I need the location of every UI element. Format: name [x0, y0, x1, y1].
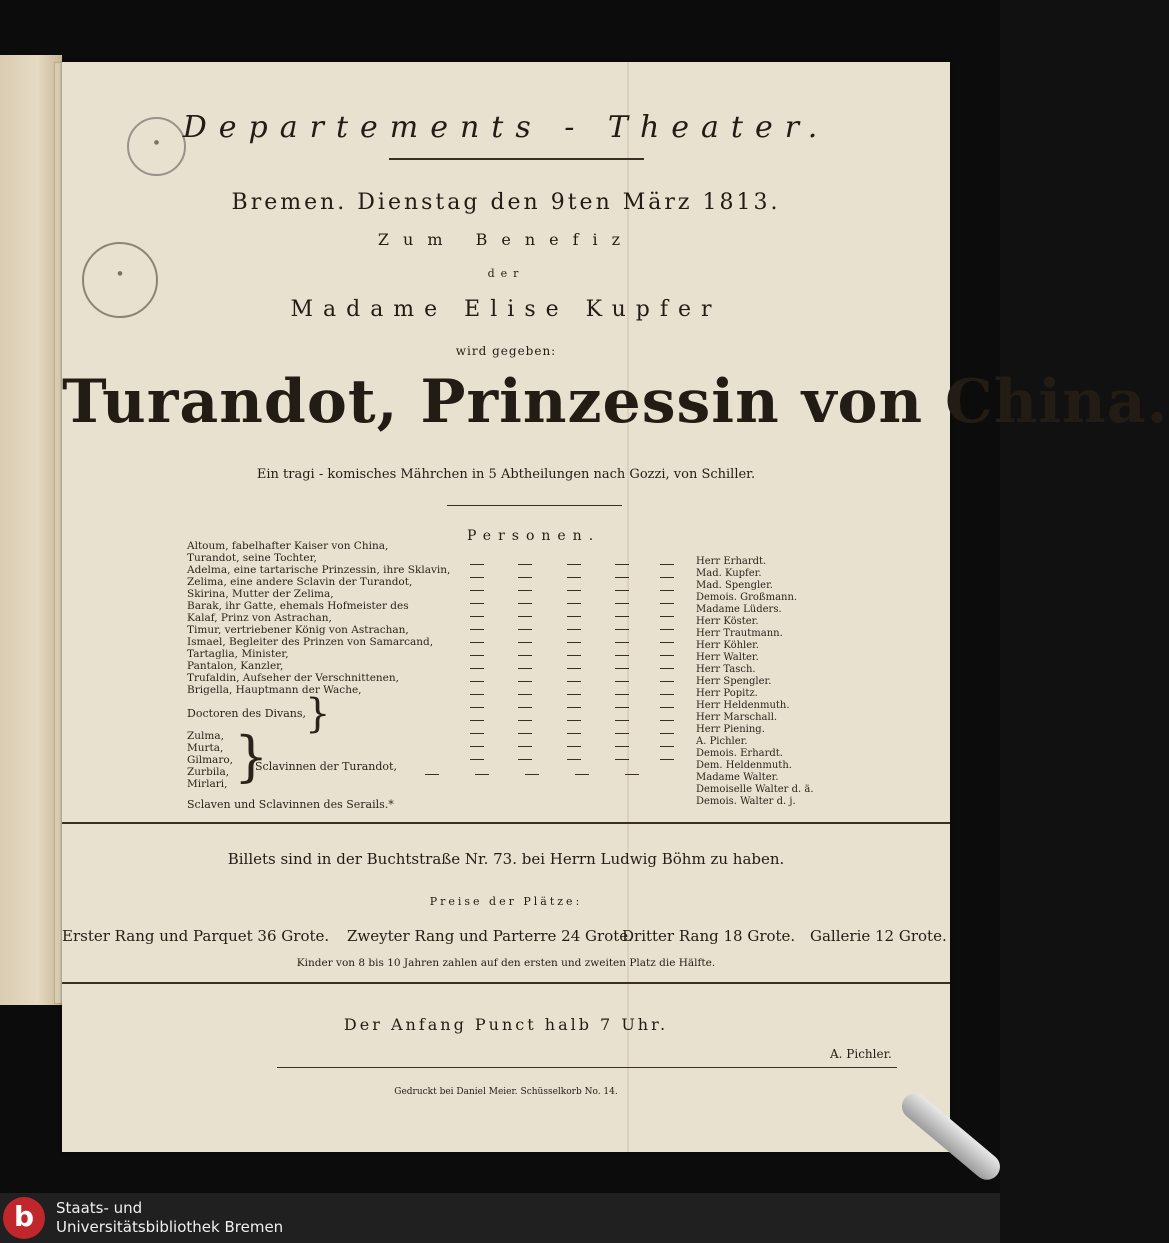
dash-column [470, 552, 484, 760]
role-item: Timur, vertriebener König von Astrachan, [187, 624, 409, 636]
sclavinnen-brace: } [234, 725, 269, 788]
dash-column [518, 552, 532, 760]
sclavin-name: Murta, [187, 742, 224, 754]
dash-column [660, 552, 674, 760]
kinder-line: Kinder von 8 bis 10 Jahren zahlen auf den ersten und zweiten Platz die Hälfte. [296, 957, 716, 969]
role-item: Trufaldin, Aufseher der Verschnittenen, [187, 672, 399, 684]
preise-heading: Preise der Plätze: [429, 895, 583, 908]
actor-item: Madame Lüders. [696, 604, 782, 615]
doctoren-brace: } [305, 691, 331, 737]
dash [475, 774, 489, 775]
date-line: Bremen. Dienstag den 9ten März 1813. [231, 190, 781, 215]
printer-line: Gedruckt bei Daniel Meier. Schüsselkorb No. 14. [394, 1087, 618, 1097]
role-item: Zelima, eine andere Sclavin der Turandot, [187, 576, 413, 588]
actor-item: Dem. Heldenmuth. [696, 760, 792, 771]
actor-item: Herr Heldenmuth. [696, 700, 790, 711]
actor-item: Herr Trautmann. [696, 628, 783, 639]
book-left-page [0, 55, 62, 1005]
dash-column [615, 552, 629, 760]
price-first-rank: Erster Rang und Parquet 36 Grote. [62, 927, 330, 945]
role-item: Brigella, Hauptmann der Wache, [187, 684, 362, 696]
actor-item: Herr Tasch. [696, 664, 756, 675]
actor-item: Demois. Großmann. [696, 592, 798, 603]
sclaven-label: Sclaven und Sclavinnen des Serails.* [187, 798, 394, 811]
section-rule [62, 822, 950, 824]
actor-item: Herr Köster. [696, 616, 759, 627]
actor-item: Mad. Kupfer. [696, 568, 762, 579]
role-item: Kalaf, Prinz von Astrachan, [187, 612, 332, 624]
sclavinnen-label: Sclavinnen der Turandot, [255, 760, 397, 773]
actor-item: Madame Walter. [696, 772, 779, 783]
actor-item: Herr Erhardt. [696, 556, 767, 567]
theater-heading: Departements - Theater. [182, 110, 830, 145]
beneficiary-name: Madame Elise Kupfer [290, 297, 722, 322]
price-third-rank: Dritter Rang 18 Grote. [622, 927, 796, 945]
institution-name-line1[interactable]: Staats- und [56, 1199, 143, 1217]
dash [625, 774, 639, 775]
subtitle-rule [447, 505, 622, 506]
actor-item: Herr Köhler. [696, 640, 760, 651]
anfang-line: Der Anfang Punct halb 7 Uhr. [343, 1015, 669, 1034]
actor-item: Herr Walter. [696, 652, 759, 663]
director-signature: A. Pichler. [830, 1047, 892, 1061]
role-item: Turandot, seine Tochter, [187, 552, 317, 564]
personen-heading: Personen. [467, 528, 601, 544]
section-rule [62, 982, 950, 984]
heading-rule [389, 158, 644, 160]
actor-item: Demois. Erhardt. [696, 748, 783, 759]
library-stamp-small: ● [127, 117, 186, 176]
play-title: Turandot, Prinzessin von China. [62, 367, 1169, 437]
sclavinnen-names [187, 730, 233, 790]
price-second-rank: Zweyter Rang und Parterre 24 Grote. [347, 927, 633, 945]
sclavin-name: Zulma, [187, 730, 224, 742]
actor-list [696, 556, 846, 808]
play-subtitle: Ein tragi - komisches Mährchen in 5 Abtheilungen nach Gozzi, von Schiller. [256, 467, 756, 482]
role-list [187, 540, 487, 696]
role-item: Adelma, eine tartarische Prinzessin, ihre Sklavin, [187, 564, 451, 576]
sclavin-name: Mirlari, [187, 778, 228, 790]
actor-item: Herr Popitz. [696, 688, 758, 699]
billets-line: Billets sind in der Buchtstraße Nr. 73. bei Herrn Ludwig Böhm zu haben. [227, 850, 785, 868]
library-stamp: ● [82, 242, 158, 318]
actor-item: Herr Piening. [696, 724, 765, 735]
role-item: Barak, ihr Gatte, ehemals Hofmeister des [187, 600, 409, 612]
footer-bar [0, 1193, 1000, 1243]
wird-gegeben: wird gegeben: [455, 344, 557, 358]
role-item: Ismael, Begleiter des Prinzen von Samarcand, [187, 636, 434, 648]
benefit-line: Zum Benefiz [377, 230, 635, 249]
sclavin-name: Gilmaro, [187, 754, 233, 766]
price-gallery: Gallerie 12 Grote. [810, 927, 947, 945]
role-item: Altoum, fabelhafter Kaiser von China, [187, 540, 389, 552]
actor-item: Mad. Spengler. [696, 580, 773, 591]
role-item: Pantalon, Kanzler, [187, 660, 284, 672]
doctoren-label: Doctoren des Divans, [187, 707, 307, 720]
playbill-sheet [62, 62, 1169, 1152]
dash-column [567, 552, 581, 760]
actor-item: Herr Spengler. [696, 676, 772, 687]
printer-rule [277, 1067, 897, 1068]
role-item: Tartaglia, Minister, [187, 648, 289, 660]
actor-item: Herr Marschall. [696, 712, 778, 723]
role-item: Skirina, Mutter der Zelima, [187, 588, 334, 600]
der-line: der [487, 267, 525, 280]
dash [425, 774, 439, 775]
sclavin-name: Zurbila, [187, 766, 230, 778]
institution-name-line2[interactable]: Universitätsbibliothek Bremen [56, 1218, 284, 1236]
actor-item: Demoiselle Walter d. ä. [696, 784, 814, 795]
dash [525, 774, 539, 775]
dash [575, 774, 589, 775]
sub-logo-icon[interactable]: b [3, 1197, 45, 1239]
actor-item: Demois. Walter d. j. [696, 796, 796, 807]
actor-item: A. Pichler. [696, 736, 748, 747]
